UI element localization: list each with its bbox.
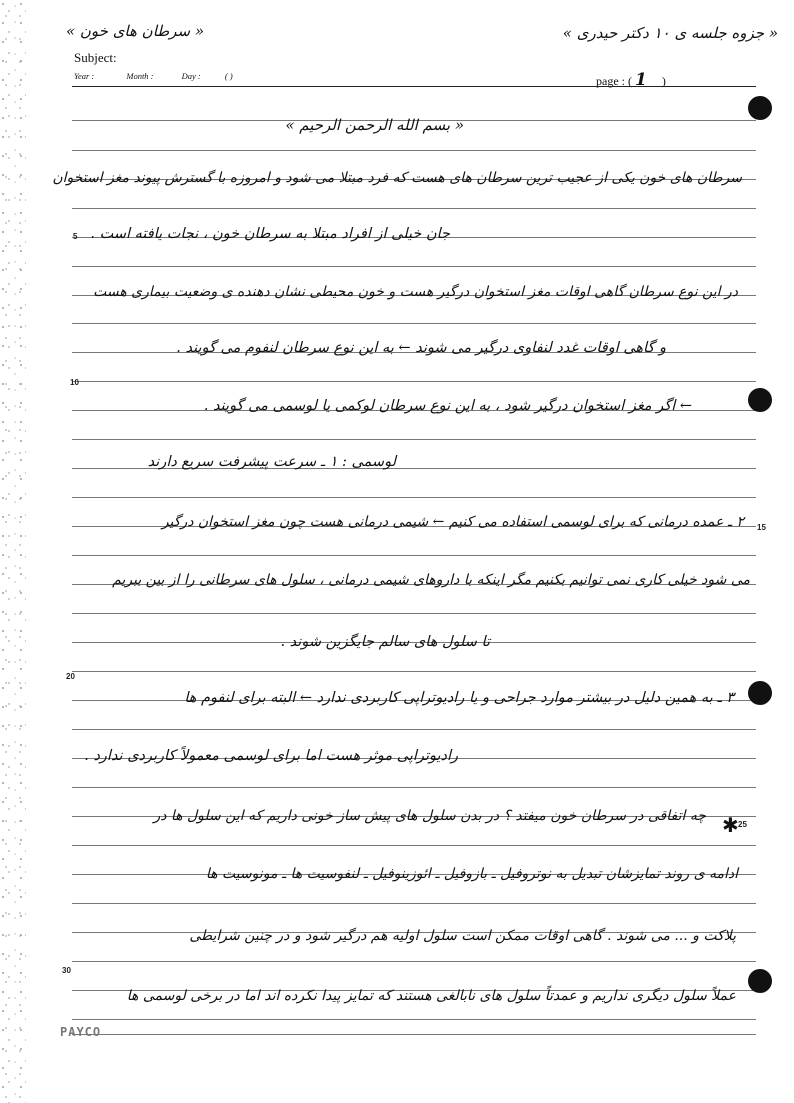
binder-hole (748, 969, 772, 993)
header-title-right: « جزوه جلسه ی ۱۰ دکتر حیدری » (562, 24, 778, 42)
year-label: Year : (74, 71, 95, 81)
rule-line (72, 266, 756, 267)
rule-line (72, 613, 756, 614)
rule-line (72, 323, 756, 324)
handwritten-line: ادامه ی روند تمایزشان تبدیل به نوتروفیل ـ بازوفیل ـ ائوزینوفیل ـ لنفوسیت ها ـ مونوسیت ها (205, 866, 738, 882)
handwritten-line: رادیوتراپی موثر هست اما برای لوسمی معمولاً کاربردی ندارد . (84, 748, 458, 764)
handwritten-line: در این نوع سرطان گاهی اوقات مغز استخوان درگیر هست و خون محیطی نشان دهنده ی وضعیت بیماری هست (93, 284, 738, 300)
line-number: 10 (70, 378, 79, 387)
rule-line (72, 961, 756, 962)
page-number: 1 (634, 70, 647, 90)
handwritten-line: ۲ ـ عمده درمانی که برای لوسمی استفاده می کنیم ← شیمی درمانی هست چون مغز استخوان درگیر (161, 514, 744, 530)
scanned-edge-speckle (0, 0, 26, 1103)
rule-line (72, 787, 756, 788)
line-number: 20 (66, 672, 75, 681)
page-number-box (596, 70, 666, 90)
rule-line (72, 729, 756, 730)
day-paren: ( ) (224, 71, 233, 81)
handwritten-line: می شود خیلی کاری نمی توانیم بکنیم مگر اینکه با داروهای شیمی درمانی ، سلول های سرطانی را از بین ببریم (112, 572, 750, 588)
binder-hole (748, 96, 772, 120)
header-title-left: « سرطان های خون » (65, 22, 204, 40)
date-fields (74, 71, 239, 81)
rule-line (72, 671, 756, 672)
rule-line (72, 439, 756, 440)
binder-hole (748, 388, 772, 412)
page-label: page : ( (596, 74, 632, 88)
rule-line (72, 208, 756, 209)
rule-line (72, 381, 756, 382)
rule-line (72, 1034, 756, 1035)
rule-line (72, 150, 756, 151)
handwritten-line-basmala: « بسم الله الرحمن الرحیم » (285, 116, 464, 134)
handwritten-line: چه اتفاقی در سرطان خون میفتد ؟ در بدن سلول های پیش ساز خونی داریم که این سلول ها در (153, 808, 706, 824)
line-number: 25 (738, 820, 747, 829)
line-number: 30 (62, 966, 71, 975)
handwritten-line: تا سلول های سالم جایگزین شوند . (280, 634, 490, 650)
handwritten-line: ۳ ـ به همین دلیل در بیشتر موارد جراحی و یا رادیوتراپی کاربردی ندارد ← البته برای لنفوم ها (184, 690, 734, 706)
binder-hole (748, 681, 772, 705)
handwritten-line: پلاکت و ... می شوند . گاهی اوقات ممکن است سلول اولیه هم درگیر شود و در چنین شرایطی (189, 928, 736, 944)
rule-line (72, 1019, 756, 1020)
handwritten-line: لوسمی : ۱ ـ سرعت پیشرفت سریع دارند (147, 454, 396, 470)
rule-line (72, 903, 756, 904)
brand-logo: PAYCO (60, 1025, 102, 1039)
handwritten-line: سرطان های خون یکی از عجیب ترین سرطان های هست که فرد مبتلا می شود و امروزه با گسترش پیوند مغز استخوان (52, 170, 742, 186)
page-close: ) (661, 74, 666, 88)
asterisk-mark: ✱ (722, 813, 739, 837)
handwritten-line: جان خیلی از افراد مبتلا به سرطان خون ، نجات یافته است . (90, 226, 450, 242)
rule-line (72, 86, 756, 87)
handwritten-line: ← اگر مغز استخوان درگیر شود ، به این نوع سرطان لوکمی یا لوسمی می گویند . (203, 398, 692, 414)
line-number: 15 (757, 523, 766, 532)
rule-line (72, 555, 756, 556)
handwritten-line: عملاً سلول دیگری نداریم و عمدتاً سلول های نابالغی هستند که تمایز پیدا نکرده اند اما در برخی لوسمی ها (126, 988, 736, 1004)
month-label: Month : (126, 71, 154, 81)
rule-line (72, 497, 756, 498)
line-number: 5 (73, 232, 78, 241)
rule-line (72, 845, 756, 846)
handwritten-line: و گاهی اوقات غدد لنفاوی درگیر می شوند ← به این نوع سرطان لنفوم می گویند . (176, 340, 666, 356)
subject-label: Subject: (74, 50, 117, 65)
day-label: Day : (181, 71, 201, 81)
